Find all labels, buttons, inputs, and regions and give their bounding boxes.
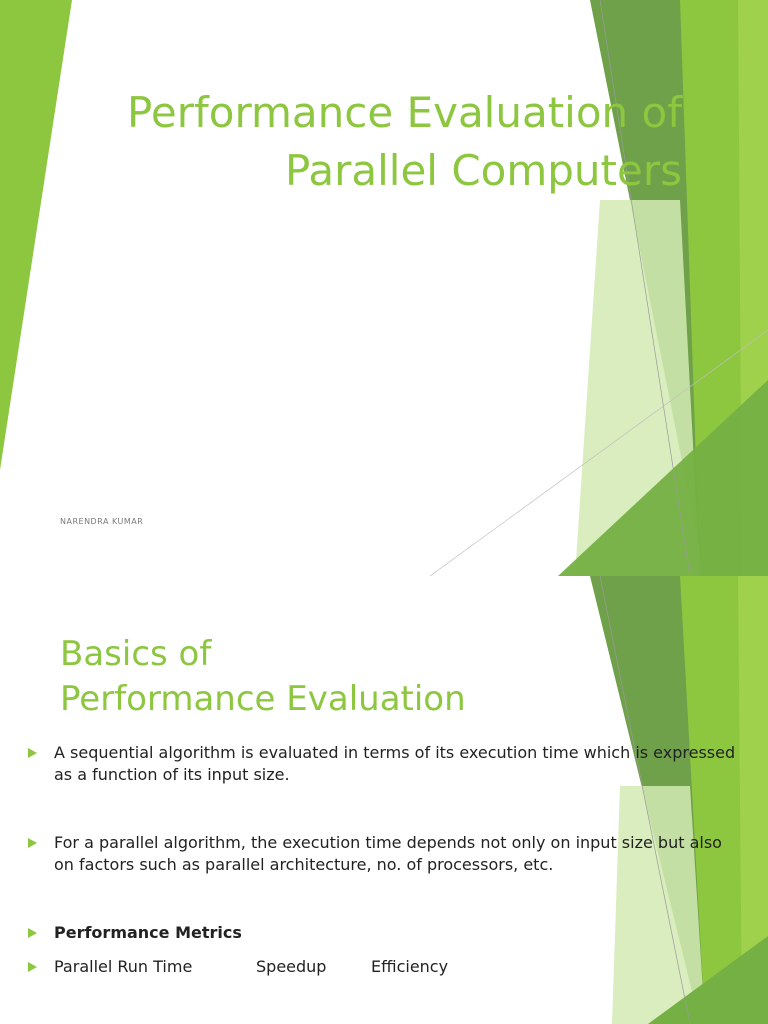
metric-efficiency: Efficiency bbox=[371, 957, 449, 976]
bullet-list bbox=[26, 742, 746, 978]
bullet-arrow-icon bbox=[28, 928, 37, 938]
left-green-shard bbox=[0, 0, 72, 470]
bullet-text: Performance Metrics bbox=[54, 923, 242, 942]
bullet-arrow-icon bbox=[28, 838, 37, 848]
title-line: Performance Evaluation bbox=[60, 679, 466, 719]
slide-title bbox=[60, 632, 466, 722]
content-slide bbox=[0, 576, 768, 1024]
metrics-bullet bbox=[26, 956, 746, 978]
bullet-text: For a parallel algorithm, the execution time depends not only on input size but also on factors such as parallel architecture, no. of processors, etc. bbox=[54, 833, 722, 874]
title-line: Performance Evaluation of bbox=[127, 88, 682, 137]
title-line: Parallel Computers bbox=[284, 146, 682, 195]
metric-speedup: Speedup bbox=[256, 957, 327, 976]
author-name: NARENDRA KUMAR bbox=[60, 517, 144, 526]
title-line: Basics of bbox=[60, 634, 212, 674]
presentation-title bbox=[42, 84, 682, 200]
metric-run-time: Parallel Run Time bbox=[54, 957, 193, 976]
bullet-item bbox=[26, 922, 746, 944]
bullet-arrow-icon bbox=[28, 962, 37, 972]
bullet-item bbox=[26, 832, 746, 876]
bullet-item bbox=[26, 742, 746, 786]
bullet-text: A sequential algorithm is evaluated in terms of its execution time which is expressed as a function of its input size. bbox=[54, 743, 736, 784]
bullet-arrow-icon bbox=[28, 748, 37, 758]
